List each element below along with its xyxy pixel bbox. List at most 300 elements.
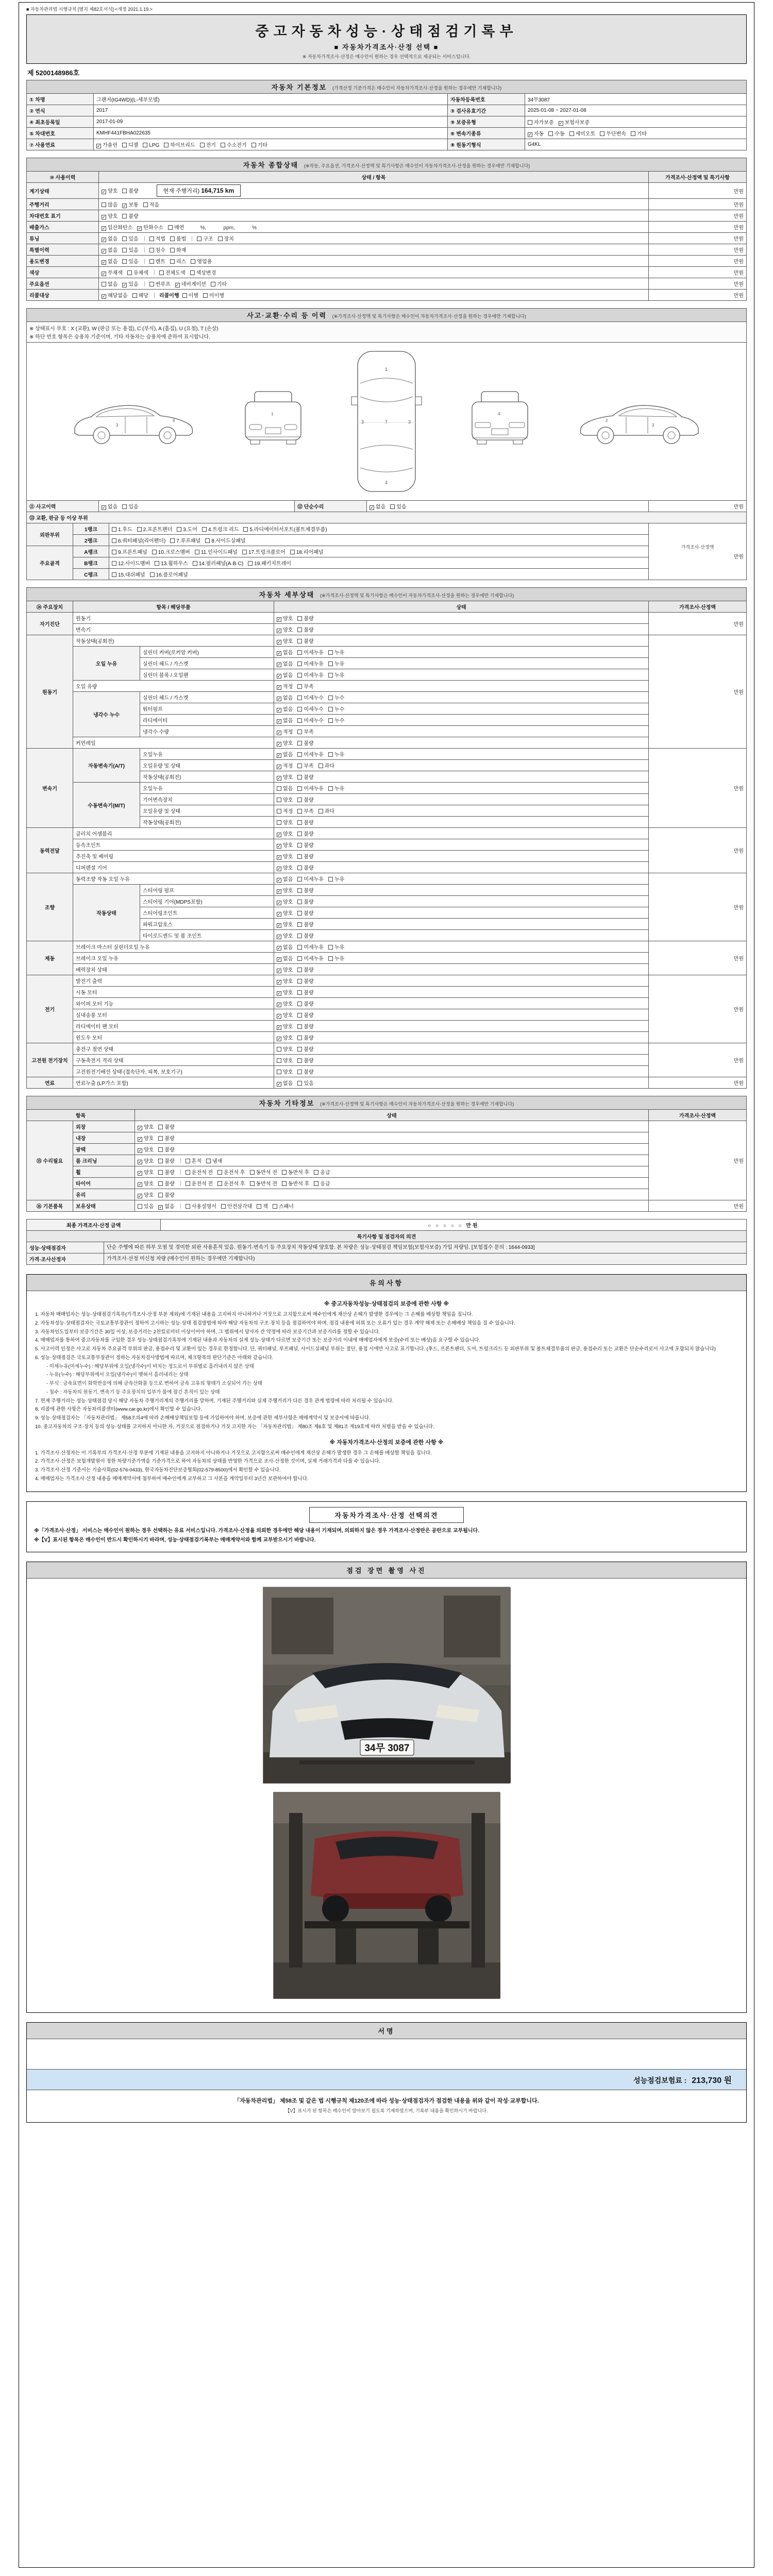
option-누유[interactable] [328, 954, 344, 962]
option-불량[interactable] [297, 920, 313, 928]
option-없음[interactable] [277, 716, 293, 724]
checkbox-checked[interactable]: ✓ [102, 215, 106, 219]
option-보험사보증[interactable] [559, 118, 590, 126]
checkbox-unchecked[interactable] [297, 1081, 302, 1086]
option-양호[interactable] [138, 1123, 154, 1130]
option-부족[interactable] [297, 761, 313, 769]
checkbox-unchecked[interactable] [282, 1181, 287, 1186]
checkbox-checked[interactable]: ✓ [138, 1126, 142, 1130]
option-동반석 전[interactable] [250, 1168, 277, 1176]
option-보통[interactable] [122, 200, 138, 208]
checkbox-unchecked[interactable] [149, 248, 154, 252]
option-불량[interactable] [158, 1168, 174, 1176]
checkbox-unchecked[interactable] [328, 662, 333, 666]
option-냄새[interactable] [206, 1157, 222, 1164]
option-없음[interactable] [158, 1202, 174, 1210]
checkbox-unchecked[interactable] [277, 798, 281, 802]
option-디젤[interactable] [122, 141, 138, 148]
checkbox-checked[interactable]: ✓ [102, 505, 106, 510]
checkbox-checked[interactable]: ✓ [559, 121, 563, 126]
checkbox-checked[interactable]: ✓ [138, 1171, 142, 1176]
option-네비게이션[interactable] [175, 280, 206, 287]
option-안전삼각대[interactable] [221, 1202, 252, 1210]
checkbox-unchecked[interactable] [190, 270, 195, 275]
option-미세누유[interactable] [297, 671, 324, 679]
option-없음[interactable] [102, 502, 117, 510]
option-흔적[interactable] [186, 1157, 201, 1164]
checkbox-unchecked[interactable] [328, 707, 333, 711]
checkbox-unchecked[interactable] [250, 1170, 255, 1175]
checkbox-unchecked[interactable] [631, 131, 635, 136]
option-불량[interactable] [297, 1067, 313, 1075]
checkbox-unchecked[interactable] [297, 639, 302, 643]
checkbox-unchecked[interactable] [297, 662, 302, 666]
checkbox-unchecked[interactable] [290, 550, 295, 554]
option-없음[interactable] [277, 943, 293, 951]
checkbox-unchecked[interactable] [277, 1058, 281, 1063]
option-불량[interactable] [297, 988, 313, 996]
option-없음[interactable] [277, 750, 293, 758]
checkbox-unchecked[interactable] [528, 120, 532, 125]
checkbox-unchecked[interactable] [203, 293, 208, 298]
checkbox-unchecked[interactable] [297, 888, 302, 893]
signature-space[interactable] [27, 2039, 746, 2069]
checkbox-unchecked[interactable] [242, 550, 247, 554]
part-1.후드[interactable] [112, 525, 132, 533]
checkbox-unchecked[interactable] [297, 866, 302, 870]
checkbox-unchecked[interactable] [277, 1070, 281, 1074]
option-불량[interactable] [158, 1157, 174, 1164]
checkbox-unchecked[interactable] [297, 1013, 302, 1018]
option-양호[interactable] [277, 1056, 293, 1064]
option-없음[interactable] [102, 257, 117, 265]
option-미세누유[interactable] [297, 784, 324, 792]
option-렌트[interactable] [149, 257, 165, 265]
checkbox-unchecked[interactable] [297, 1070, 302, 1074]
checkbox-unchecked[interactable] [186, 1159, 190, 1163]
part-10.크로스멤버[interactable] [152, 548, 190, 555]
checkbox-unchecked[interactable] [158, 1193, 163, 1197]
checkbox-checked[interactable]: ✓ [277, 957, 281, 962]
option-양호[interactable] [138, 1134, 154, 1142]
checkbox-unchecked[interactable] [150, 572, 155, 577]
checkbox-unchecked[interactable] [248, 561, 253, 566]
option-불량[interactable] [297, 999, 313, 1007]
checkbox-unchecked[interactable] [328, 786, 333, 791]
checkbox-checked[interactable]: ✓ [102, 272, 106, 276]
option-잭[interactable] [257, 1202, 268, 1210]
checkbox-unchecked[interactable] [277, 1047, 281, 1052]
option-양호[interactable] [138, 1145, 154, 1153]
checkbox-unchecked[interactable] [168, 225, 173, 230]
option-불량[interactable] [297, 1011, 313, 1019]
option-무단변속[interactable] [600, 129, 626, 137]
checkbox-checked[interactable]: ✓ [528, 132, 532, 137]
part-16.플로어패널[interactable] [150, 570, 188, 578]
option-불량[interactable] [297, 909, 313, 917]
option-불량[interactable] [297, 841, 313, 849]
checkbox-checked[interactable]: ✓ [277, 969, 281, 973]
option-있음[interactable] [122, 257, 138, 265]
checkbox-unchecked[interactable] [138, 1204, 142, 1209]
option-적법[interactable] [149, 234, 165, 242]
checkbox-unchecked[interactable] [297, 786, 302, 791]
checkbox-checked[interactable]: ✓ [277, 617, 281, 622]
option-불량[interactable] [297, 637, 313, 645]
option-없음[interactable] [369, 502, 385, 510]
checkbox-checked[interactable]: ✓ [277, 855, 281, 860]
option-누유[interactable] [328, 784, 344, 792]
option-불법[interactable] [170, 234, 186, 242]
option-무채색[interactable] [102, 268, 123, 276]
option-양호[interactable] [277, 920, 293, 928]
checkbox-checked[interactable]: ✓ [175, 283, 179, 287]
checkbox-unchecked[interactable] [211, 282, 215, 286]
part-11.인사이드패널[interactable] [195, 548, 238, 555]
checkbox-unchecked[interactable] [177, 527, 181, 532]
option-양호[interactable] [138, 1157, 154, 1164]
checkbox-unchecked[interactable] [112, 527, 116, 532]
option-스패너[interactable] [273, 1202, 294, 1210]
option-없음[interactable] [277, 875, 293, 883]
option-과다[interactable] [318, 807, 334, 815]
option-색상변경[interactable] [190, 268, 216, 276]
option-누유[interactable] [328, 943, 344, 951]
checkbox-unchecked[interactable] [548, 131, 553, 136]
checkbox-unchecked[interactable] [297, 1024, 302, 1029]
option-양호[interactable] [277, 931, 293, 939]
checkbox-checked[interactable]: ✓ [277, 946, 281, 951]
option-부족[interactable] [297, 682, 313, 690]
part-14.필러패널(A·B·C)[interactable] [193, 559, 243, 567]
option-세미오토[interactable] [569, 129, 596, 137]
checkbox-unchecked[interactable] [158, 1159, 163, 1163]
checkbox-unchecked[interactable] [328, 956, 333, 961]
option-있음[interactable] [138, 1202, 154, 1210]
checkbox-checked[interactable]: ✓ [277, 980, 281, 985]
checkbox-unchecked[interactable] [257, 1204, 261, 1209]
option-누유[interactable] [328, 875, 344, 883]
option-없음[interactable] [277, 693, 293, 701]
checkbox-checked[interactable]: ✓ [277, 912, 281, 917]
part-15.대쉬패널[interactable] [112, 570, 145, 578]
option-양호[interactable] [277, 818, 293, 826]
option-썬루프[interactable] [149, 280, 171, 287]
checkbox-unchecked[interactable] [297, 798, 302, 802]
checkbox-unchecked[interactable] [297, 684, 302, 689]
option-이행[interactable] [182, 291, 198, 299]
checkbox-checked[interactable]: ✓ [277, 833, 281, 837]
checkbox-unchecked[interactable] [297, 673, 302, 677]
option-불량[interactable] [297, 886, 313, 894]
checkbox-unchecked[interactable] [158, 1170, 163, 1175]
option-기타[interactable] [251, 141, 267, 148]
option-없음[interactable] [102, 234, 117, 242]
option-없음[interactable] [277, 954, 293, 962]
checkbox-checked[interactable]: ✓ [277, 1014, 281, 1019]
option-하이브리드[interactable] [164, 141, 195, 148]
checkbox-unchecked[interactable] [206, 1159, 211, 1163]
option-양호[interactable] [277, 1011, 293, 1019]
option-양호[interactable] [277, 829, 293, 837]
checkbox-checked[interactable]: ✓ [138, 226, 142, 231]
option-양호[interactable] [277, 841, 293, 849]
option-수소전기[interactable] [221, 141, 247, 148]
checkbox-unchecked[interactable] [251, 143, 256, 147]
checkbox-unchecked[interactable] [164, 143, 169, 147]
option-불량[interactable] [297, 795, 313, 803]
checkbox-unchecked[interactable] [328, 673, 333, 677]
option-누유[interactable] [328, 648, 344, 656]
checkbox-unchecked[interactable] [297, 956, 302, 961]
option-불량[interactable] [297, 1022, 313, 1030]
checkbox-unchecked[interactable] [297, 900, 302, 904]
checkbox-unchecked[interactable] [297, 616, 302, 621]
option-양호[interactable] [277, 795, 293, 803]
option-양호[interactable] [277, 1022, 293, 1030]
option-화재[interactable] [170, 246, 186, 253]
option-과다[interactable] [318, 761, 334, 769]
checkbox-unchecked[interactable] [217, 1181, 222, 1186]
option-없음[interactable] [102, 280, 117, 287]
checkbox-unchecked[interactable] [112, 561, 116, 566]
part-2.프론트펜더[interactable] [137, 525, 173, 533]
checkbox-unchecked[interactable] [297, 934, 302, 938]
checkbox-checked[interactable]: ✓ [138, 1148, 142, 1153]
option-양호[interactable] [277, 625, 293, 633]
option-미세누유[interactable] [297, 875, 324, 883]
checkbox-checked[interactable]: ✓ [370, 505, 374, 510]
checkbox-unchecked[interactable] [170, 259, 175, 264]
option-양호[interactable] [102, 212, 117, 219]
checkbox-unchecked[interactable] [328, 650, 333, 655]
option-없음[interactable] [277, 671, 293, 679]
checkbox-checked[interactable]: ✓ [138, 1160, 142, 1164]
checkbox-checked[interactable]: ✓ [277, 776, 281, 781]
option-탄화수소[interactable] [137, 223, 163, 231]
checkbox-unchecked[interactable] [193, 561, 197, 566]
option-일산화탄소[interactable] [102, 223, 132, 231]
checkbox-unchecked[interactable] [158, 1125, 163, 1129]
option-있음[interactable] [390, 502, 406, 510]
checkbox-unchecked[interactable] [297, 1036, 302, 1040]
checkbox-unchecked[interactable] [297, 752, 302, 757]
part-4.트렁크 리드[interactable] [202, 525, 239, 533]
option-누수[interactable] [328, 693, 344, 701]
checkbox-unchecked[interactable] [314, 1170, 318, 1175]
option-양호[interactable] [277, 1045, 293, 1053]
checkbox-unchecked[interactable] [297, 809, 302, 814]
option-전체도색[interactable] [159, 268, 186, 276]
option-부족[interactable] [297, 807, 313, 815]
option-있음[interactable] [122, 234, 138, 242]
checkbox-checked[interactable]: ✓ [277, 629, 281, 633]
checkbox-unchecked[interactable] [297, 877, 302, 882]
checkbox-unchecked[interactable] [297, 775, 302, 779]
checkbox-checked[interactable]: ✓ [102, 238, 106, 242]
checkbox-checked[interactable]: ✓ [277, 651, 281, 656]
checkbox-checked[interactable]: ✓ [277, 663, 281, 667]
option-구조[interactable] [197, 234, 213, 242]
option-미세누유[interactable] [297, 648, 324, 656]
checkbox-unchecked[interactable] [282, 1170, 287, 1175]
checkbox-checked[interactable]: ✓ [277, 674, 281, 679]
option-없음[interactable] [277, 1079, 293, 1087]
option-자가보증[interactable] [528, 118, 554, 126]
option-있음[interactable] [122, 246, 138, 253]
option-미세누수[interactable] [297, 705, 324, 713]
checkbox-unchecked[interactable] [297, 718, 302, 723]
checkbox-unchecked[interactable] [328, 877, 333, 882]
option-양호[interactable] [277, 1067, 293, 1075]
checkbox-unchecked[interactable] [218, 236, 223, 241]
option-양호[interactable] [277, 886, 293, 894]
option-불량[interactable] [297, 1056, 313, 1064]
option-해당없음[interactable] [102, 291, 128, 299]
checkbox-unchecked[interactable] [297, 979, 302, 984]
option-없음[interactable] [102, 246, 117, 253]
checkbox-unchecked[interactable] [314, 1181, 318, 1186]
checkbox-unchecked[interactable] [191, 259, 195, 264]
option-누유[interactable] [328, 671, 344, 679]
option-기타[interactable] [211, 280, 227, 287]
checkbox-unchecked[interactable] [277, 820, 281, 825]
checkbox-unchecked[interactable] [152, 550, 157, 554]
option-불량[interactable] [297, 1045, 313, 1053]
checkbox-unchecked[interactable] [155, 561, 159, 566]
checkbox-checked[interactable]: ✓ [102, 226, 106, 231]
option-양호[interactable] [277, 999, 293, 1007]
part-9.프론트패널[interactable] [112, 548, 147, 555]
checkbox-unchecked[interactable] [221, 1204, 226, 1209]
option-미세누유[interactable] [297, 659, 324, 667]
checkbox-unchecked[interactable] [170, 538, 175, 543]
checkbox-unchecked[interactable] [149, 282, 154, 286]
option-적음[interactable] [143, 200, 159, 208]
option-불량[interactable] [297, 614, 313, 622]
option-있음[interactable] [122, 280, 138, 287]
checkbox-unchecked[interactable] [122, 259, 127, 264]
option-LPG[interactable] [143, 143, 159, 148]
checkbox-checked[interactable]: ✓ [277, 923, 281, 928]
option-불량[interactable] [297, 829, 313, 837]
checkbox-unchecked[interactable] [112, 550, 116, 554]
option-적정[interactable] [277, 682, 293, 690]
checkbox-unchecked[interactable] [137, 527, 142, 532]
option-없음[interactable] [277, 659, 293, 667]
option-있음[interactable] [122, 502, 138, 510]
checkbox-unchecked[interactable] [122, 189, 127, 193]
option-양호[interactable] [277, 897, 293, 905]
part-7.루프패널[interactable] [170, 536, 200, 544]
checkbox-unchecked[interactable] [195, 550, 199, 554]
checkbox-unchecked[interactable] [205, 538, 210, 543]
part-3.도어[interactable] [177, 525, 197, 533]
checkbox-unchecked[interactable] [297, 820, 302, 825]
part-13.휠하우스[interactable] [155, 559, 188, 567]
option-자동[interactable] [528, 129, 544, 137]
checkbox-unchecked[interactable] [243, 527, 248, 532]
checkbox-unchecked[interactable] [273, 1204, 277, 1209]
checkbox-unchecked[interactable] [158, 1136, 163, 1141]
option-기타[interactable] [631, 129, 647, 137]
checkbox-unchecked[interactable] [186, 1204, 190, 1209]
checkbox-unchecked[interactable] [149, 236, 154, 241]
option-해당[interactable] [132, 291, 148, 299]
option-양호[interactable] [277, 1033, 293, 1041]
checkbox-unchecked[interactable] [297, 1047, 302, 1052]
option-응급[interactable] [314, 1168, 330, 1176]
option-불량[interactable] [122, 187, 138, 194]
option-불량[interactable] [297, 977, 313, 985]
option-양호[interactable] [277, 863, 293, 871]
checkbox-unchecked[interactable] [112, 538, 116, 543]
option-전기[interactable] [200, 141, 216, 148]
checkbox-unchecked[interactable] [170, 236, 175, 241]
option-불량[interactable] [297, 1033, 313, 1041]
checkbox-unchecked[interactable] [297, 696, 302, 700]
checkbox-unchecked[interactable] [182, 293, 187, 298]
checkbox-checked[interactable]: ✓ [138, 1182, 142, 1187]
part-8.사이드실패널[interactable] [205, 536, 245, 544]
option-침수[interactable] [149, 246, 165, 253]
checkbox-checked[interactable]: ✓ [277, 935, 281, 939]
option-응급[interactable] [314, 1179, 330, 1187]
checkbox-unchecked[interactable] [328, 945, 333, 950]
checkbox-checked[interactable]: ✓ [102, 260, 106, 265]
checkbox-unchecked[interactable] [158, 1147, 163, 1152]
checkbox-unchecked[interactable] [186, 1170, 190, 1175]
option-운전석 전[interactable] [186, 1179, 213, 1187]
option-양호[interactable] [277, 988, 293, 996]
part-12.사이드멤버[interactable] [112, 559, 150, 567]
checkbox-unchecked[interactable] [297, 741, 302, 745]
checkbox-checked[interactable]: ✓ [138, 1137, 142, 1142]
checkbox-unchecked[interactable] [202, 527, 207, 532]
option-부족[interactable] [297, 727, 313, 735]
checkbox-unchecked[interactable] [328, 718, 333, 723]
option-불량[interactable] [158, 1191, 174, 1198]
option-운전석 후[interactable] [217, 1179, 245, 1187]
checkbox-unchecked[interactable] [197, 236, 201, 241]
part-18.리어패널[interactable] [290, 548, 324, 555]
checkbox-checked[interactable]: ✓ [277, 867, 281, 871]
option-양호[interactable] [277, 614, 293, 622]
checkbox-checked[interactable]: ✓ [277, 719, 281, 724]
option-미세누유[interactable] [297, 750, 324, 758]
checkbox-unchecked[interactable] [328, 696, 333, 700]
checkbox-unchecked[interactable] [297, 922, 302, 927]
checkbox-unchecked[interactable] [221, 143, 225, 147]
checkbox-unchecked[interactable] [297, 764, 302, 768]
option-양호[interactable] [277, 773, 293, 781]
option-양호[interactable] [277, 739, 293, 747]
option-불량[interactable] [297, 625, 313, 633]
checkbox-unchecked[interactable] [143, 143, 147, 147]
checkbox-unchecked[interactable] [122, 504, 127, 509]
checkbox-checked[interactable]: ✓ [277, 844, 281, 849]
checkbox-unchecked[interactable] [122, 143, 127, 147]
checkbox-checked[interactable]: ✓ [277, 708, 281, 713]
option-미세누유[interactable] [297, 943, 324, 951]
option-양호[interactable] [277, 852, 293, 860]
checkbox-unchecked[interactable] [297, 854, 302, 859]
checkbox-unchecked[interactable] [297, 968, 302, 972]
checkbox-unchecked[interactable] [186, 1181, 190, 1186]
checkbox-unchecked[interactable] [217, 1170, 222, 1175]
checkbox-unchecked[interactable] [143, 202, 148, 207]
part-17.트렁크플로어[interactable] [242, 548, 285, 555]
